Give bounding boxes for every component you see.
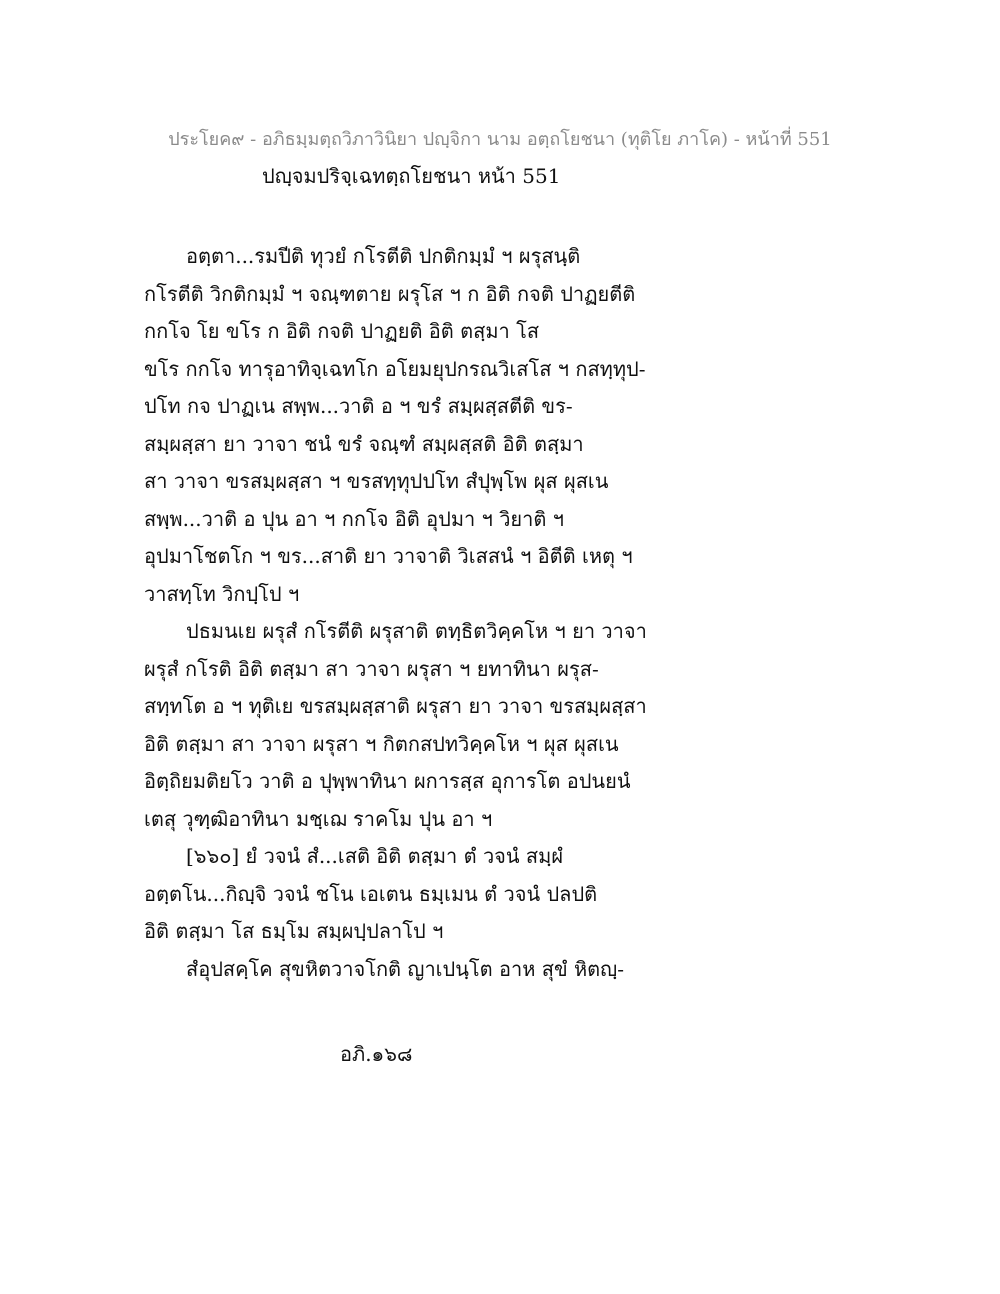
text-line: สมฺผสฺสา ยา วาจา ชนํ ขรํ จณฺฑํ สมฺผสฺสติ อิติ ตสฺมา xyxy=(144,431,584,456)
text-line: ผรุสํ กโรติ อิติ ตสฺมา สา วาจา ผรุสา ฯ ยทาทินา ผรุส- xyxy=(144,656,599,681)
text-line: สพฺพ...วาติ อ ปุน อา ฯ กกโจ อิติ อุปมา ฯ วิยาติ ฯ xyxy=(144,506,564,531)
text-line: วาสทฺโท วิกปฺโป ฯ xyxy=(144,581,300,606)
text-line: อิติ ตสฺมา สา วาจา ผรุสา ฯ กิตกสปทวิคฺคโห ฯ ผุส ผุสเน xyxy=(144,731,619,756)
text-line: กกโจ โย ขโร ก อิติ กจติ ปาฏยติ อิติ ตสฺมา โส xyxy=(144,319,540,343)
text-line: อิติ ตสฺมา โส ธมฺโม สมฺผปฺปลาโป ฯ xyxy=(144,919,444,943)
text-line: ปโท กจ ปาฏเน สพฺพ...วาติ อ ฯ ขรํ สมฺผสฺสตีติ ขร- xyxy=(144,394,573,418)
text-line: สทฺทโต อ ฯ ทุติเย ขรสมฺผสฺสาติ ผรุสา ยา วาจา ขรสมฺผสฺสา xyxy=(144,694,647,718)
text-line: อตฺตโน...กิญฺจิ วจนํ ชโน เอเตน ธมฺเมน ตํ วจนํ ปลปติ xyxy=(144,881,598,906)
text-line: เตสุ วุฑฺฒิอาทินา มชฺเฌ ราคโม ปุน อา ฯ xyxy=(144,806,493,831)
text-line: อตฺตา...รมปีติ ทุวยํ กโรตีติ ปกติกมฺมํ ฯ ผรุสนฺติ xyxy=(186,244,581,268)
text-line: กโรตีติ วิกติกมฺมํ ฯ จณฺฑตาย ผรุโส ฯ ก อิติ กจติ ปาฏยตีติ xyxy=(144,281,636,306)
text-line: [๖๖๐] ยํ วจนํ สํ...เสติ อิติ ตสฺมา ตํ วจนํ สมฺผํ xyxy=(186,844,564,868)
text-line: สา วาจา ขรสมฺผสฺสา ฯ ขรสทฺทุปปโท สํปุพฺโพ ผุส ผุสเน xyxy=(144,469,609,493)
text-line: สํอุปสคฺโค สุขหิตวาจโกติ ญาเปนฺโต อาห สุขํ หิตญฺ- xyxy=(186,956,624,981)
text-line: อิตฺถิยมติยโว วาติ อ ปุพฺพาทินา ผการสฺส อุการโต อปนยนํ xyxy=(144,769,631,793)
running-header: ประโยค๙ - อภิธมฺมตฺถวิภาวินิยา ปญฺจิกา นาม อตฺถโยชนา (ทุติโย ภาโค) - หน้าที่ 551 xyxy=(168,129,832,150)
body-text xyxy=(144,238,664,988)
chapter-heading: ปญฺจมปริจฺเฉทตฺถโยชนา หน้า 551 xyxy=(262,164,561,188)
text-line: ปธมนเย ผรุสํ กโรตีติ ผรุสาติ ตทฺธิตวิคฺคโห ฯ ยา วาจา xyxy=(186,619,647,643)
text-line: อุปมาโชตโก ฯ ขร...สาติ ยา วาจาติ วิเสสนํ ฯ อิตีติ เหตุ ฯ xyxy=(144,544,633,568)
text-line: ขโร กกโจ ทารุอาทิจฺเฉทโก อโยมยุปกรณวิเสโส ฯ กสทฺทุป- xyxy=(144,356,646,381)
page-footer: อภิ.๑๖๘ xyxy=(340,1042,413,1066)
